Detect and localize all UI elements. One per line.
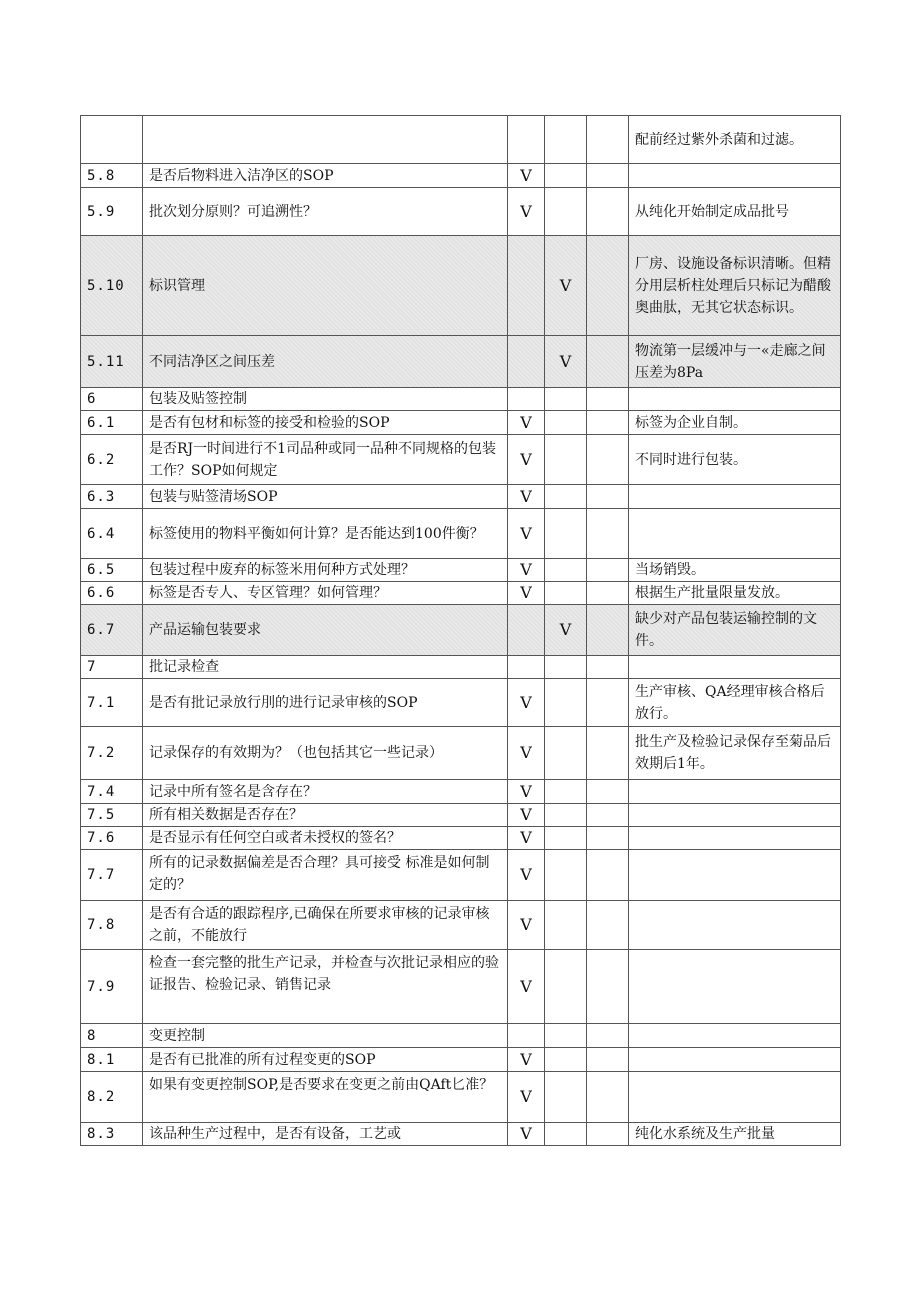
remarks-cell: 厂房、设施设备标识清晰。但精分用层析柱处理后只标记为醋酸奥曲肽，无其它状态标识。 — [629, 236, 841, 336]
question-cell: 包装与贴签清场SOP — [143, 485, 508, 509]
table-row — [81, 850, 841, 901]
remarks-cell — [629, 485, 841, 509]
item-number-cell: 7.9 — [81, 950, 143, 1024]
table-row — [81, 188, 841, 236]
table-row — [81, 1123, 841, 1146]
question-cell: 批记录检查 — [143, 656, 508, 679]
check-mark-na-cell — [587, 850, 629, 901]
table-row — [81, 827, 841, 850]
item-number-cell: 5.11 — [81, 336, 143, 388]
check-mark-yes-cell: V — [508, 804, 545, 827]
inspection-checklist-table — [80, 115, 841, 1146]
remarks-cell: 从纯化开始制定成品批号 — [629, 188, 841, 236]
item-number-cell: 8 — [81, 1024, 143, 1048]
item-number-cell: 7 — [81, 656, 143, 679]
check-mark-no-cell — [545, 1048, 587, 1072]
check-mark-yes-cell: V — [508, 485, 545, 509]
check-mark-no-cell: V — [545, 336, 587, 388]
check-mark-na-cell — [587, 485, 629, 509]
check-mark-yes-cell: V — [508, 901, 545, 950]
check-mark-no-cell — [545, 827, 587, 850]
check-mark-na-cell — [587, 727, 629, 780]
question-cell: 是否有批记录放行刖的进行记录审核的SOP — [143, 679, 508, 727]
question-cell: 记录保存的有效期为？（也包括其它一些记录） — [143, 727, 508, 780]
check-mark-yes-cell: V — [508, 582, 545, 605]
remarks-cell: 批生产及检验记录保存至菊品后效期后1年。 — [629, 727, 841, 780]
check-mark-yes-cell: V — [508, 411, 545, 435]
question-cell: 是否RJ一时间进行不1司品种或同一品种不同规格的包装工作？SOP如何规定 — [143, 435, 508, 485]
item-number-cell: 7.4 — [81, 780, 143, 804]
remarks-cell: 纯化水系统及生产批量 — [629, 1123, 841, 1146]
check-mark-yes-cell: V — [508, 679, 545, 727]
item-number-cell: 7.5 — [81, 804, 143, 827]
check-mark-no-cell — [545, 559, 587, 582]
question-cell: 所有相关数据是否存在？ — [143, 804, 508, 827]
table-row — [81, 559, 841, 582]
item-number-cell: 6.7 — [81, 605, 143, 656]
check-mark-no-cell — [545, 850, 587, 901]
check-mark-yes-cell: V — [508, 1072, 545, 1123]
table-row — [81, 679, 841, 727]
check-mark-no-cell — [545, 901, 587, 950]
check-mark-na-cell — [587, 411, 629, 435]
check-mark-no-cell — [545, 411, 587, 435]
check-mark-no-cell: V — [545, 605, 587, 656]
check-mark-yes-cell: V — [508, 509, 545, 559]
item-number-cell: 6.2 — [81, 435, 143, 485]
item-number-cell: 8.1 — [81, 1048, 143, 1072]
question-cell: 该品种生产过程中，是否有设备，工艺或 — [143, 1123, 508, 1146]
check-mark-na-cell — [587, 605, 629, 656]
check-mark-yes-cell — [508, 336, 545, 388]
check-mark-yes-cell: V — [508, 1123, 545, 1146]
question-cell: 是否后物料进入洁净区的SOP — [143, 164, 508, 188]
table-row — [81, 388, 841, 411]
check-mark-yes-cell: V — [508, 435, 545, 485]
remarks-cell: 不同时进行包装。 — [629, 435, 841, 485]
remarks-cell — [629, 388, 841, 411]
item-number-cell: 7.6 — [81, 827, 143, 850]
question-cell: 是否有包材和标签的接受和检验的SOP — [143, 411, 508, 435]
check-mark-na-cell — [587, 656, 629, 679]
check-mark-yes-cell — [508, 1024, 545, 1048]
item-number-cell: 5.10 — [81, 236, 143, 336]
question-cell: 是否有已批准的所有过程变更的SOP — [143, 1048, 508, 1072]
check-mark-na-cell — [587, 827, 629, 850]
item-number-cell — [81, 116, 143, 164]
check-mark-yes-cell: V — [508, 827, 545, 850]
check-mark-no-cell — [545, 188, 587, 236]
question-cell: 包装过程中废弃的标签米用何种方式处理？ — [143, 559, 508, 582]
check-mark-na-cell — [587, 1123, 629, 1146]
remarks-cell: 根据生产批量限量发放。 — [629, 582, 841, 605]
check-mark-na-cell — [587, 116, 629, 164]
remarks-cell — [629, 780, 841, 804]
check-mark-na-cell — [587, 679, 629, 727]
question-cell: 检查一套完整的批生产记录，并检查与次批记录相应的验证报告、检验记录、销售记录 — [143, 950, 508, 1024]
question-cell: 是否有合适的跟踪程序,已确保在所要求审核的记录审核之前，不能放行 — [143, 901, 508, 950]
item-number-cell: 6.5 — [81, 559, 143, 582]
remarks-cell — [629, 950, 841, 1024]
check-mark-na-cell — [587, 164, 629, 188]
table-row — [81, 116, 841, 164]
remarks-cell: 当场销毁。 — [629, 559, 841, 582]
question-cell: 是否显示有任何空白或者未授权的签名？ — [143, 827, 508, 850]
item-number-cell: 6 — [81, 388, 143, 411]
question-cell: 批次划分原则？可追溯性？ — [143, 188, 508, 236]
table-row — [81, 509, 841, 559]
check-mark-no-cell: V — [545, 236, 587, 336]
remarks-cell — [629, 1024, 841, 1048]
check-mark-yes-cell: V — [508, 559, 545, 582]
check-mark-yes-cell — [508, 605, 545, 656]
check-mark-yes-cell — [508, 116, 545, 164]
check-mark-no-cell — [545, 164, 587, 188]
check-mark-no-cell — [545, 1072, 587, 1123]
check-mark-na-cell — [587, 1072, 629, 1123]
table-row — [81, 435, 841, 485]
check-mark-yes-cell: V — [508, 1048, 545, 1072]
remarks-cell — [629, 850, 841, 901]
item-number-cell: 6.6 — [81, 582, 143, 605]
check-mark-yes-cell: V — [508, 164, 545, 188]
question-cell: 包装及贴签控制 — [143, 388, 508, 411]
table-row — [81, 780, 841, 804]
table-row — [81, 485, 841, 509]
check-mark-no-cell — [545, 1024, 587, 1048]
table-row — [81, 411, 841, 435]
check-mark-no-cell — [545, 582, 587, 605]
item-number-cell: 6.4 — [81, 509, 143, 559]
check-mark-no-cell — [545, 780, 587, 804]
remarks-cell — [629, 1048, 841, 1072]
question-cell: 标签使用的物料平衡如何计算？是否能达到100件衡？ — [143, 509, 508, 559]
check-mark-na-cell — [587, 804, 629, 827]
question-cell: 所有的记录数据偏差是否合理？具可接受 标准是如何制定的？ — [143, 850, 508, 901]
question-cell — [143, 116, 508, 164]
table-row — [81, 656, 841, 679]
remarks-cell: 缺少对产品包装运输控制的文件。 — [629, 605, 841, 656]
item-number-cell: 6.3 — [81, 485, 143, 509]
table-row — [81, 236, 841, 336]
remarks-cell — [629, 901, 841, 950]
table-row — [81, 727, 841, 780]
check-mark-no-cell — [545, 509, 587, 559]
table-row — [81, 164, 841, 188]
item-number-cell: 5.8 — [81, 164, 143, 188]
check-mark-yes-cell: V — [508, 780, 545, 804]
check-mark-yes-cell: V — [508, 850, 545, 901]
table-row — [81, 1048, 841, 1072]
check-mark-no-cell — [545, 485, 587, 509]
item-number-cell: 7.7 — [81, 850, 143, 901]
table-row — [81, 582, 841, 605]
table-row — [81, 901, 841, 950]
check-mark-yes-cell — [508, 388, 545, 411]
check-mark-yes-cell — [508, 236, 545, 336]
question-cell: 标识管理 — [143, 236, 508, 336]
table-row — [81, 1024, 841, 1048]
check-mark-na-cell — [587, 388, 629, 411]
check-mark-yes-cell — [508, 656, 545, 679]
check-mark-no-cell — [545, 1123, 587, 1146]
check-mark-no-cell — [545, 435, 587, 485]
check-mark-no-cell — [545, 388, 587, 411]
remarks-cell — [629, 164, 841, 188]
table-row — [81, 950, 841, 1024]
check-mark-no-cell — [545, 679, 587, 727]
item-number-cell: 8.2 — [81, 1072, 143, 1123]
check-mark-yes-cell: V — [508, 188, 545, 236]
item-number-cell: 6.1 — [81, 411, 143, 435]
check-mark-na-cell — [587, 188, 629, 236]
table-row — [81, 804, 841, 827]
remarks-cell — [629, 509, 841, 559]
remarks-cell: 生产审核、QA经理审核合格后放行。 — [629, 679, 841, 727]
check-mark-no-cell — [545, 116, 587, 164]
remarks-cell: 物流第一层缓冲与一«走廊之间压差为8Pa — [629, 336, 841, 388]
table-row — [81, 336, 841, 388]
question-cell: 不同洁净区之间压差 — [143, 336, 508, 388]
check-mark-na-cell — [587, 236, 629, 336]
check-mark-na-cell — [587, 435, 629, 485]
remarks-cell: 配前经过紫外杀菌和过滤。 — [629, 116, 841, 164]
item-number-cell: 8.3 — [81, 1123, 143, 1146]
item-number-cell: 5.9 — [81, 188, 143, 236]
table-row — [81, 605, 841, 656]
check-mark-na-cell — [587, 559, 629, 582]
check-mark-no-cell — [545, 727, 587, 780]
check-mark-na-cell — [587, 780, 629, 804]
question-cell: 如果有变更控制SOP,是否要求在变更之前由QAft匕准？ — [143, 1072, 508, 1123]
check-mark-no-cell — [545, 656, 587, 679]
check-mark-na-cell — [587, 582, 629, 605]
check-mark-yes-cell: V — [508, 950, 545, 1024]
question-cell: 变更控制 — [143, 1024, 508, 1048]
question-cell: 记录中所有签名是含存在？ — [143, 780, 508, 804]
remarks-cell — [629, 656, 841, 679]
check-mark-na-cell — [587, 901, 629, 950]
check-mark-yes-cell: V — [508, 727, 545, 780]
item-number-cell: 7.1 — [81, 679, 143, 727]
remarks-cell: 标签为企业自制。 — [629, 411, 841, 435]
check-mark-na-cell — [587, 1024, 629, 1048]
table-row — [81, 1072, 841, 1123]
check-mark-no-cell — [545, 950, 587, 1024]
check-mark-na-cell — [587, 336, 629, 388]
item-number-cell: 7.8 — [81, 901, 143, 950]
item-number-cell: 7.2 — [81, 727, 143, 780]
check-mark-na-cell — [587, 1048, 629, 1072]
question-cell: 产品运输包装要求 — [143, 605, 508, 656]
check-mark-na-cell — [587, 509, 629, 559]
question-cell: 标签是否专人、专区管理？如何管理？ — [143, 582, 508, 605]
remarks-cell — [629, 804, 841, 827]
remarks-cell — [629, 1072, 841, 1123]
check-mark-na-cell — [587, 950, 629, 1024]
remarks-cell — [629, 827, 841, 850]
check-mark-no-cell — [545, 804, 587, 827]
